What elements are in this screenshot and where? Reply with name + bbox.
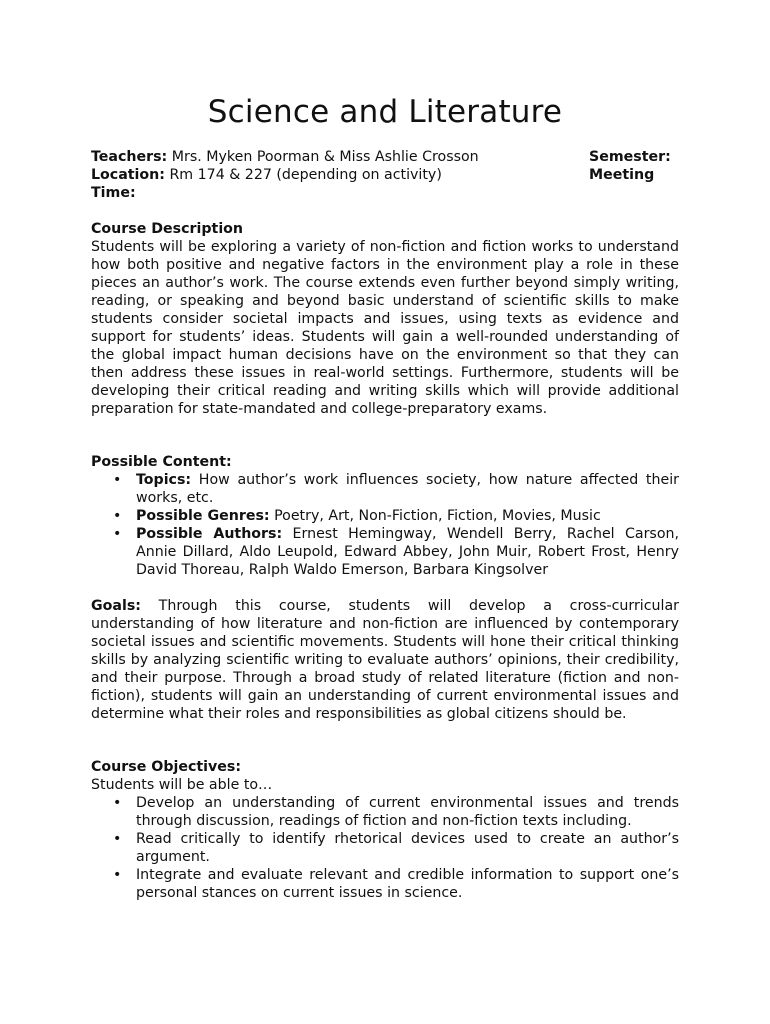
objective-text: Integrate and evaluate relevant and credible information to support one’s personal stances on current issues in science. [136,867,679,901]
teachers-value: Mrs. Myken Poorman & Miss Ashlie Crosson [167,149,479,165]
bullet-icon: • [113,472,122,488]
teachers-line [91,148,479,166]
list-item [91,507,679,525]
list-item [91,471,679,507]
goals-label: Goals: [91,598,141,614]
semester-label: Semester: [589,149,671,165]
topics-text: How author’s work influences society, how nature affected their works, etc. [136,472,679,506]
possible-content-heading: Possible Content: [91,454,232,470]
possible-content-section [91,453,679,579]
location-line [91,166,442,184]
course-objectives-intro: Students will be able to… [91,777,273,793]
topics-label: Topics: [136,472,192,488]
objective-text: Develop an understanding of current environmental issues and trends through discussion, readings of fiction and non-fiction texts including. [136,795,679,829]
possible-content-list [91,471,679,579]
semester-line [589,148,671,166]
genres-text: Poetry, Art, Non-Fiction, Fiction, Movies, Music [269,508,601,524]
document-title: Science and Literature [207,94,563,130]
course-objectives-list [91,794,679,902]
meeting-label: Meeting [589,167,655,183]
course-description-heading: Course Description [91,221,244,237]
bullet-icon: • [113,831,122,847]
time-label: Time: [91,185,136,201]
bullet-icon: • [113,795,122,811]
bullet-icon: • [113,867,122,883]
teachers-label: Teachers: [91,149,168,165]
authors-label: Possible Authors: [136,526,283,542]
course-description-section [91,220,679,418]
course-info [91,148,679,204]
objective-text: Read critically to identify rhetorical devices used to create an author’s argument. [136,831,679,865]
time-line [91,184,136,202]
authors-text: Ernest Hemingway, Wendell Berry, Rachel Carson, Annie Dillard, Aldo Leupold, Edward Abbey, John Muir, Robert Frost, Henry David Thoreau, Ralph Waldo Emerson, Barbara Kingsolver [136,526,679,578]
course-objectives-heading: Course Objectives: [91,759,242,775]
goals-text: Through this course, students will develop a cross-curricular understanding of how literature and non-fiction are influenced by contemporary societal issues and scientific movements. Students will hone their critical thinking skills by analyzing scientific writing to evaluate authors’ opinions, their credibility, and their purpose. Through a broad study of related literature (fiction and non-fiction), students will gain an understanding of current environmental issues and determine what their roles and responsibilities as global citizens should be. [91,598,679,722]
list-item [91,794,679,830]
course-description-text: Students will be exploring a variety of non-fiction and fiction works to understand how both positive and negative factors in the environment play a role in these pieces an author’s work. The course extends even further beyond simply writing, reading, or speaking and beyond basic understand of scientific skills to make students consider societal impacts and issues, using texts as evidence and support for students’ ideas. Students will gain a well-rounded understanding of the global impact human decisions have on the environment so that they can then address these issues in real-world settings. Furthermore, students will be developing their critical reading and writing skills which will provide additional preparation for state-mandated and college-preparatory exams. [91,239,679,417]
bullet-icon: • [113,508,122,524]
bullet-icon: • [113,526,122,542]
genres-label: Possible Genres: [136,508,270,524]
course-objectives-section [91,758,679,902]
goals-paragraph [91,597,679,723]
goals-section [91,597,679,723]
list-item [91,525,679,579]
meeting-line [589,166,654,184]
location-value: Rm 174 & 227 (depending on activity) [164,167,442,183]
list-item [91,866,679,902]
list-item [91,830,679,866]
location-label: Location: [91,167,165,183]
